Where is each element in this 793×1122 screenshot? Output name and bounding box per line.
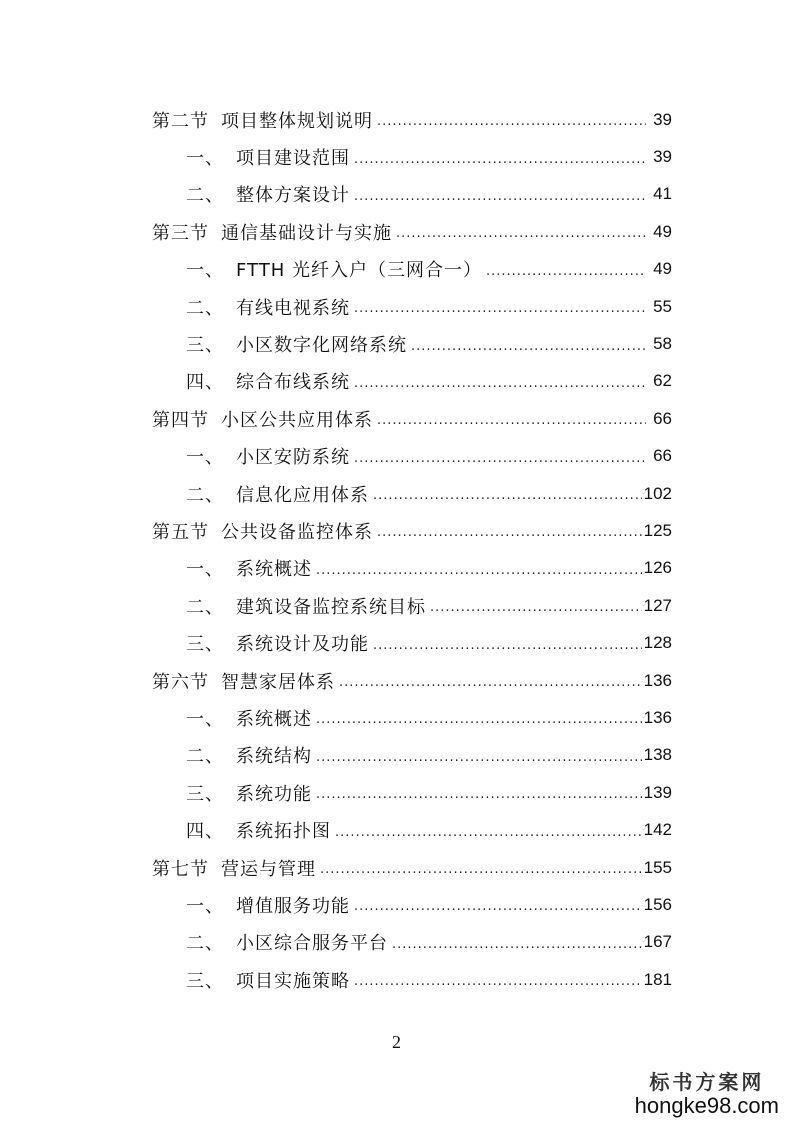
toc-subsection-entry[interactable] [152,886,672,923]
toc-subsection-entry[interactable] [152,550,672,587]
toc-page-number: 125 [643,520,672,540]
toc-section-entry[interactable] [152,512,672,549]
toc-page-number: 49 [653,259,672,279]
toc-dot-leader [377,114,646,129]
toc-entry-text: 建筑设备监控系统目标 [236,596,426,618]
toc-page-number: 136 [643,707,672,727]
toc-subsection-entry[interactable] [152,924,672,961]
toc-page-number: 39 [653,147,672,167]
toc-entry-title [186,294,350,320]
toc-dot-leader [316,750,642,765]
toc-page-number: 126 [643,558,672,578]
toc-entry-text: 信息化应用体系 [236,484,369,506]
toc-entry-number: 四、 [186,821,224,843]
toc-entry-number: 第四节 [152,409,209,431]
toc-entry-title [152,855,316,881]
toc-page-number: 139 [643,782,672,802]
toc-subsection-entry[interactable] [152,251,672,288]
toc-entry-number: 第五节 [152,521,209,543]
toc-entry-title [152,219,392,245]
toc-entry-text: 营运与管理 [221,858,316,880]
toc-subsection-entry[interactable] [152,138,672,175]
toc-entry-text: 项目整体规划说明 [221,110,373,132]
toc-entry-title [186,593,426,619]
toc-entry-text: 智慧家居体系 [221,671,335,693]
watermark-url: hongke98.com [634,1093,779,1118]
toc-dot-leader [354,301,646,316]
toc-page-number: 136 [643,670,672,690]
toc-entry-number: 一、 [186,559,224,581]
toc-entry-title [152,406,373,432]
toc-section-entry[interactable] [152,101,672,138]
toc-section-entry[interactable] [152,849,672,886]
table-of-contents [152,101,672,998]
toc-subsection-entry[interactable] [152,288,672,325]
toc-entry-number: 二、 [186,185,224,207]
toc-page-number: 58 [653,334,672,354]
toc-subsection-entry[interactable] [152,475,672,512]
toc-entry-title [186,368,350,394]
toc-entry-number: 第七节 [152,858,209,880]
toc-entry-number: 一、 [186,708,224,730]
toc-page-number: 41 [653,184,672,204]
toc-dot-leader [354,376,646,391]
toc-entry-number: 二、 [186,746,224,768]
toc-dot-leader [411,339,646,354]
toc-entry-number: 一、 [186,260,224,282]
toc-entry-text: 系统拓扑图 [236,821,331,843]
toc-page-number: 39 [653,109,672,129]
toc-dot-leader [316,787,642,802]
toc-dot-leader [354,974,642,989]
toc-subsection-entry[interactable] [152,176,672,213]
toc-entry-title [186,256,482,282]
toc-entry-title [152,107,373,133]
toc-subsection-entry[interactable] [152,325,672,362]
toc-subsection-entry[interactable] [152,624,672,661]
toc-section-entry[interactable] [152,662,672,699]
toc-entry-text: 综合布线系统 [236,372,350,394]
toc-entry-number: 三、 [186,970,224,992]
toc-dot-leader [430,600,642,615]
toc-page-number: 142 [643,820,672,840]
toc-entry-title [186,705,312,731]
toc-entry-text: 系统结构 [236,746,312,768]
watermark-title: 标书方案网 [649,1072,765,1094]
toc-entry-title [186,481,369,507]
toc-dot-leader [377,525,642,540]
toc-entry-text: 项目建设范围 [236,148,350,170]
toc-page-number: 49 [653,221,672,241]
toc-page-number: 138 [643,745,672,765]
toc-entry-text: 小区安防系统 [236,447,350,469]
toc-subsection-entry[interactable] [152,961,672,998]
toc-entry-title [186,780,312,806]
watermark [635,1066,779,1119]
toc-page-number: 155 [643,857,672,877]
toc-dot-leader [320,862,642,877]
toc-entry-number: 一、 [186,895,224,917]
toc-subsection-entry[interactable] [152,811,672,848]
toc-entry-number: 三、 [186,335,224,357]
page-number: 2 [392,1032,401,1052]
toc-entry-number: 第六节 [152,671,209,693]
toc-page-number: 128 [643,633,672,653]
toc-entry-text: 系统概述 [236,708,312,730]
toc-entry-title [186,443,350,469]
toc-entry-text: 整体方案设计 [236,185,350,207]
toc-subsection-entry[interactable] [152,699,672,736]
toc-entry-number: 一、 [186,447,224,469]
toc-page-number: 127 [643,595,672,615]
toc-dot-leader [316,563,642,578]
toc-entry-title [186,892,350,918]
toc-entry-number: 二、 [186,596,224,618]
toc-page-number: 102 [643,483,672,503]
toc-entry-number: 第二节 [152,110,209,132]
toc-entry-text: 通信基础设计与实施 [221,222,392,244]
toc-dot-leader [486,264,646,279]
toc-entry-number: 二、 [186,484,224,506]
toc-entry-text: 公共设备监控体系 [221,521,373,543]
toc-dot-leader [316,712,642,727]
toc-entry-text: 项目实施策略 [236,970,350,992]
toc-subsection-entry[interactable] [152,587,672,624]
toc-entry-text: 小区数字化网络系统 [236,335,407,357]
toc-entry-number: 三、 [186,783,224,805]
toc-page-number: 181 [643,969,672,989]
toc-subsection-entry[interactable] [152,438,672,475]
toc-entry-title [186,144,350,170]
toc-section-entry[interactable] [152,400,672,437]
toc-entry-number: 二、 [186,933,224,955]
toc-entry-text: 系统设计及功能 [236,634,369,656]
toc-entry-number: 一、 [186,148,224,170]
toc-page-number: 66 [653,408,672,428]
toc-entry-title [186,630,369,656]
toc-dot-leader [396,226,646,241]
toc-page-number: 62 [653,371,672,391]
toc-section-entry[interactable] [152,213,672,250]
toc-entry-title [186,181,350,207]
toc-dot-leader [373,638,642,653]
toc-entry-number: 三、 [186,634,224,656]
toc-entry-number: 四、 [186,372,224,394]
toc-entry-text: 系统概述 [236,559,312,581]
toc-dot-leader [373,488,642,503]
toc-dot-leader [392,937,642,952]
toc-entry-title [186,929,388,955]
toc-entry-number: 第三节 [152,222,209,244]
toc-entry-text: 有线电视系统 [236,297,350,319]
toc-entry-title [186,555,312,581]
toc-entry-number: 二、 [186,297,224,319]
toc-page-number: 156 [643,894,672,914]
toc-entry-text: FTTH 光纤入户（三网合一） [236,260,482,282]
toc-dot-leader [354,152,646,167]
toc-entry-text: 小区综合服务平台 [236,933,388,955]
toc-dot-leader [339,675,642,690]
toc-entry-title [186,331,407,357]
toc-subsection-entry[interactable] [152,363,672,400]
toc-dot-leader [354,899,642,914]
toc-page-number: 55 [653,296,672,316]
toc-entry-text: 小区公共应用体系 [221,409,373,431]
toc-entry-title [152,668,335,694]
toc-page-number: 167 [643,932,672,952]
toc-dot-leader [354,189,646,204]
toc-dot-leader [335,825,642,840]
toc-page-number: 66 [653,446,672,466]
toc-dot-leader [354,451,646,466]
toc-entry-text: 增值服务功能 [236,895,350,917]
toc-dot-leader [377,413,646,428]
toc-entry-title [186,967,350,993]
toc-entry-title [186,742,312,768]
toc-subsection-entry[interactable] [152,737,672,774]
toc-entry-title [152,518,373,544]
toc-subsection-entry[interactable] [152,774,672,811]
toc-entry-text: 系统功能 [236,783,312,805]
toc-entry-title [186,817,331,843]
